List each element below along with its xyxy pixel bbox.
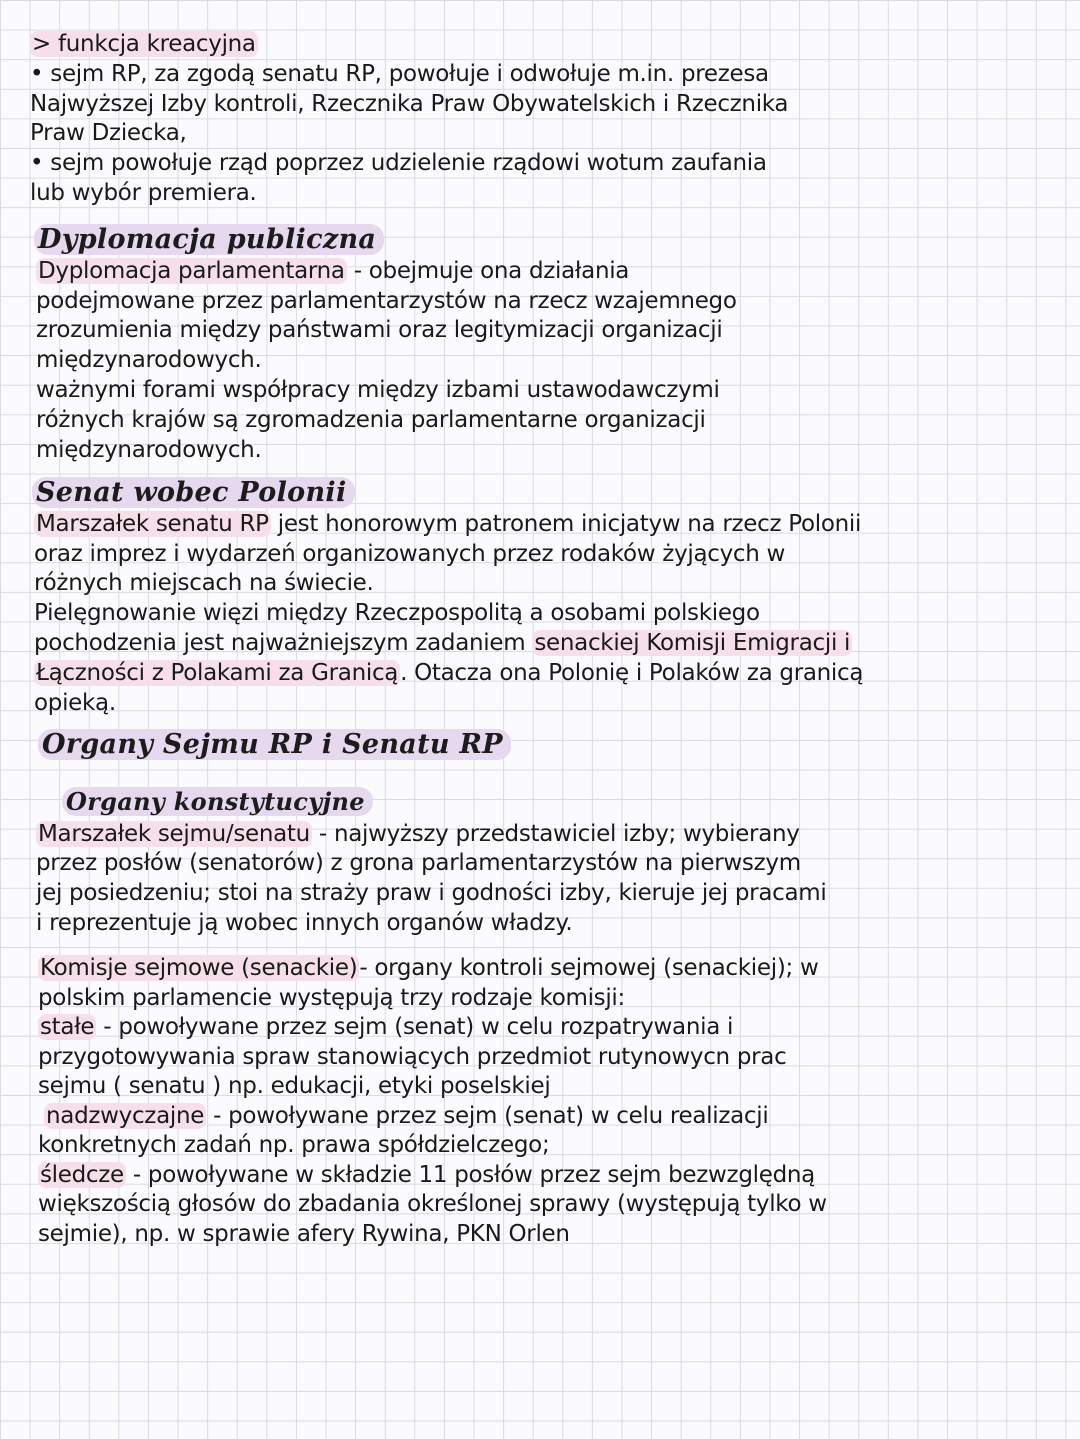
organy-heading-text: Organy Sejmu RP i Senatu RP (38, 729, 511, 760)
organy-konstytucyjne-heading (62, 786, 373, 818)
senat-line: opieką. (34, 690, 116, 716)
dyplomacja-line: międzynarodowych. (36, 347, 262, 373)
kreacyjna-line: • sejm powołuje rząd poprzez udzielenie rządowi wotum zaufania (30, 150, 767, 176)
dyplomacja-line: podejmowane przez parlamentarzystów na rzecz wzajemnego (36, 288, 737, 314)
dyplomacja-line: różnych krajów są zgromadzenia parlamentarne organizacji (36, 407, 706, 433)
senat-line-6 (34, 659, 863, 688)
dyplomacja-line: ważnymi forami współpracy między izbami ustawodawczymi (36, 377, 720, 403)
senat-heading-text: Senat wobec Polonii (32, 477, 355, 508)
senat-heading (32, 475, 355, 511)
organy-konstytucyjne-text: Organy konstytucyjne (62, 787, 373, 816)
komisje-sledcze-line (38, 1161, 815, 1190)
marszalek-line-1 (36, 820, 800, 849)
kreacyjna-line: Praw Dziecka, (30, 120, 187, 146)
senat-line-5-start: pochodzenia jest najważniejszym zadaniem (34, 630, 533, 656)
komisje-line-1-rest: - organy kontroli sejmowej (senackiej); w (359, 955, 819, 981)
marszalek-line: przez posłów (senatorów) z grona parlamentarzystów na pierwszym (36, 850, 801, 876)
komisje-nadzw-rest: - powoływane przez sejm (senat) w celu realizacji (206, 1103, 769, 1129)
senat-line-6-rest: . Otacza ona Polonię i Polaków za granicą (400, 660, 864, 686)
senat-line: oraz imprez i wydarzeń organizowanych przez rodaków żyjących w (34, 541, 786, 567)
komisje-line-1 (38, 954, 818, 983)
marszalek-line: jej posiedzeniu; stoi na straży praw i godności izby, kieruje jej pracami (36, 880, 827, 906)
senat-komisja-highlight-2: Łączności z Polakami za Granicą (36, 660, 399, 686)
kreacyjna-line: lub wybór premiera. (30, 180, 257, 206)
kreacyjna-line: • sejm RP, za zgodą senatu RP, powołuje i odwołuje m.in. prezesa (30, 61, 769, 87)
dyplomacja-term: Dyplomacja parlamentarna (38, 258, 345, 284)
komisje-line: sejmu ( senatu ) np. edukacji, etyki poselskiej (38, 1073, 551, 1099)
komisje-sledcze-term: śledcze (40, 1162, 124, 1188)
komisje-line: większością głosów do zbadania określonej sprawy (występują tylko w (38, 1191, 827, 1217)
komisje-stale-term: stałe (40, 1014, 95, 1040)
komisje-nadzw-line (44, 1102, 768, 1131)
komisje-stale-rest: - powoływane przez sejm (senat) w celu rozpatrywania i (96, 1014, 734, 1040)
marszalek-term: Marszałek sejmu/senatu (38, 821, 310, 847)
dyplomacja-line-1 (36, 257, 629, 286)
dyplomacja-heading-text: Dyplomacja publiczna (34, 224, 384, 255)
dyplomacja-line: międzynarodowych. (36, 437, 262, 463)
komisje-term: Komisje sejmowe (senackie) (40, 955, 358, 981)
senat-komisja-highlight: senackiej Komisji Emigracji i (534, 630, 851, 656)
marszalek-line: i reprezentuje ją wobec innych organów władzy. (36, 910, 573, 936)
komisje-nadzw-term: nadzwyczajne (46, 1103, 205, 1129)
kreacyjna-title (30, 30, 258, 59)
dyplomacja-line-1-rest: - obejmuje ona działania (346, 258, 630, 284)
senat-line-1-rest: jest honorowym patronem inicjatyw na rzecz Polonii (270, 511, 862, 537)
komisje-line: sejmie), np. w sprawie afery Rywina, PKN Orlen (38, 1221, 570, 1247)
senat-term: Marszałek senatu RP (36, 511, 269, 537)
komisje-line: polskim parlamencie występują trzy rodzaje komisji: (38, 985, 625, 1011)
marszalek-line-1-rest: - najwyższy przedstawiciel izby; wybierany (311, 821, 800, 847)
organy-heading (38, 727, 511, 763)
senat-line: różnych miejscach na świecie. (34, 570, 374, 596)
senat-line-5 (34, 629, 852, 658)
senat-line-1 (34, 510, 861, 539)
senat-line: Pielęgnowanie więzi między Rzeczpospolitą a osobami polskiego (34, 600, 760, 626)
dyplomacja-heading (34, 222, 384, 258)
komisje-sledcze-rest: - powoływane w składzie 11 posłów przez sejm bezwzględną (125, 1162, 815, 1188)
komisje-line: konkretnych zadań np. prawa spółdzielczego; (38, 1132, 550, 1158)
komisje-line: przygotowywania spraw stanowiących przedmiot rutynowycn prac (38, 1044, 787, 1070)
kreacyjna-title-text: > funkcja kreacyjna (32, 31, 256, 57)
dyplomacja-line: zrozumienia między państwami oraz legitymizacji organizacji (36, 317, 723, 343)
komisje-stale-line (38, 1013, 733, 1042)
kreacyjna-line: Najwyższej Izby kontroli, Rzecznika Praw Obywatelskich i Rzecznika (30, 91, 789, 117)
